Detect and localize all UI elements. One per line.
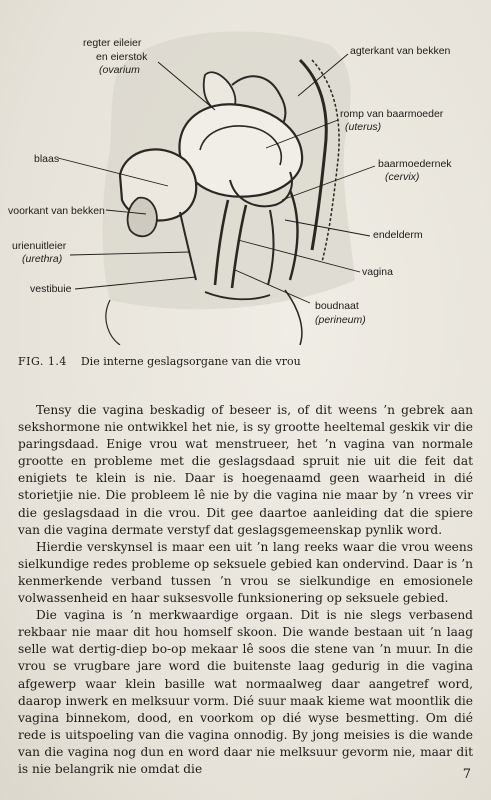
anatomy-figure — [0, 0, 491, 345]
figure-number: FIG. 1.4 — [18, 355, 67, 368]
label-agterkant-van-bekken: agterkant van bekken — [350, 45, 451, 57]
label-perineum: (perineum) — [315, 314, 366, 326]
label-urienuitleier: urienuitleier — [12, 240, 67, 252]
body-text — [18, 402, 473, 778]
label-uterus: (uterus) — [345, 121, 382, 133]
label-regter-eileier: regter eileier — [83, 37, 142, 49]
paragraph: Hierdie verskynsel is maar een uit ’n lang reeks waar die vrou weens sielkundige redes probleme op seksuele gebied kan ondervind. Daar is ’n kenmerkende verband tussen ’n vrou se sielkundige en emosionele volwassenheid en haar suksesvolle funksionering op seksuele gebied. — [18, 539, 473, 606]
label-voorkant-van-bekken: voorkant van bekken — [8, 205, 105, 217]
label-urethra: (urethra) — [22, 253, 63, 265]
label-en-eierstok: en eierstok — [96, 51, 148, 63]
label-cervix: (cervix) — [385, 171, 420, 183]
paragraph: Die vagina is ’n merkwaardige orgaan. Dit is nie slegs verbasend rekbaar nie maar dit hou homself skoon. Die wande bestaan uit ’n laag selle wat dertig-diep bo-op mekaar lê soos die stene van ’n muur. In die vrou se vrugbare jare word die buitenste laag gedurig in die vagina afgewerp waar klein basille wat normaalweg daar aangetref word, daarop inwerk en melksuur vorm. Dié suur maak kieme wat moontlik die vagina binnekom, dood, en voorkom op dié wyse besmetting. Om dié rede is uitspoeling van die vagina onnodig. By jong meisies is die wande van die vagina nog dun en word daar nie melksuur gevorm nie, maar dit is nie belangrik nie omdat die — [18, 608, 473, 776]
label-vestibuie: vestibuie — [30, 283, 72, 295]
figure-caption — [18, 355, 301, 368]
label-romp-van-baarmoeder: romp van baarmoeder — [340, 108, 444, 120]
figure-caption-text: Die interne geslagsorgane van die vrou — [80, 355, 301, 368]
label-baarmoedernek: baarmoedernek — [378, 158, 452, 170]
label-blaas: blaas — [34, 153, 60, 165]
label-ovarium: (ovarium — [99, 64, 140, 76]
label-endelderm: endelderm — [373, 229, 423, 241]
paragraph: Tensy die vagina beskadig of beseer is, of dit weens ’n gebrek aan sekshormone nie ontwikkel het nie, is sy grootte heeltemal geskik vir die paringsdaad. Enige vrou wat menstrueer, het ’n vagina van normale grootte en probleme met die geslagsdaad spruit nie uit die feit dat enigiets te klein is nie. Daar is hoegenaamd geen waarheid in dié storietjie nie. Die probleem lê nie by die vagina nie maar by ’n vrees vir die geslagsdaad in die vrou. Dit gee daartoe aanleiding dat die spiere van die vagina dermate verstyf dat geslagsgemeenskap pynlik word. — [18, 403, 473, 537]
label-boudnaat: boudnaat — [315, 300, 359, 312]
label-vagina: vagina — [362, 266, 393, 278]
page-number: 7 — [462, 767, 471, 782]
